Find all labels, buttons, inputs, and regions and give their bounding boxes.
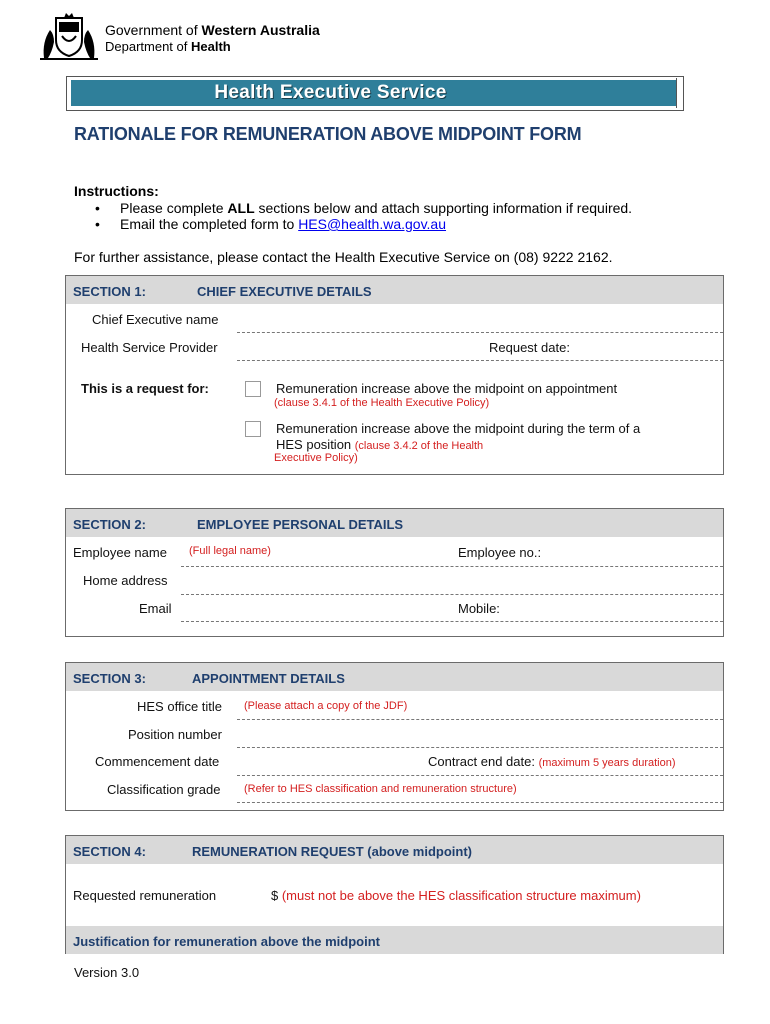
grade-label: Classification grade (107, 782, 221, 797)
option-2-note: Executive Policy) (274, 452, 358, 464)
grade-note: (Refer to HES classification and remuneration structure) (244, 783, 517, 795)
contract-end-label: Contract end date: (maximum 5 years duration) (428, 754, 676, 769)
banner-title: Health Executive Service (214, 82, 447, 103)
instruction-2: Email the completed form to HES@health.wa.gov.au (120, 216, 447, 232)
employee-name-note: (Full legal name) (189, 545, 271, 557)
term-checkbox[interactable] (245, 421, 261, 437)
employee-name-label: Employee name (73, 545, 167, 560)
home-address-label: Home address (83, 573, 168, 588)
request-for-label: This is a request for: (81, 381, 209, 396)
section-2-number: SECTION 2: (73, 517, 146, 532)
office-title-label: HES office title (137, 699, 223, 714)
section-1-title: CHIEF EXECUTIVE DETAILS (197, 284, 372, 299)
section-4-title: REMUNERATION REQUEST (above midpoint) (192, 844, 472, 859)
commencement-field[interactable] (237, 775, 723, 776)
email-label: Email (139, 601, 172, 616)
assistance-text: For further assistance, please contact the Health Executive Service on (08) 9222 2162. (74, 249, 613, 265)
home-address-field[interactable] (181, 594, 723, 595)
commencement-label: Commencement date (95, 754, 220, 769)
request-date-label: Request date: (489, 340, 570, 355)
requested-remuneration-field[interactable]: $ (must not be above the HES classification structure maximum) (271, 888, 641, 903)
form-title: RATIONALE FOR REMUNERATION ABOVE MIDPOINT FORM (74, 124, 582, 144)
appointment-checkbox[interactable] (245, 381, 261, 397)
section-2-title: EMPLOYEE PERSONAL DETAILS (197, 517, 404, 532)
section-3-number: SECTION 3: (73, 671, 146, 686)
section-2-header (66, 509, 723, 537)
chief-executive-field[interactable] (237, 332, 723, 333)
instruction-bullet-1: • (95, 200, 100, 216)
employee-name-field[interactable] (181, 566, 723, 567)
employee-number-label: Employee no.: (458, 545, 542, 560)
section-1-header (66, 276, 723, 304)
gov-line-2: Department of Health (105, 39, 231, 54)
requested-remuneration-label: Requested remuneration (73, 888, 217, 903)
grade-field[interactable] (237, 802, 723, 803)
option-2-label-cont: HES position (clause 3.4.2 of the Health (276, 437, 484, 452)
position-number-label: Position number (128, 727, 222, 742)
position-number-field[interactable] (237, 747, 723, 748)
option-2-label: Remuneration increase above the midpoint during the term of a (276, 421, 641, 436)
instruction-1: Please complete ALL sections below and attach supporting information if required. (120, 200, 633, 216)
email-field[interactable] (181, 621, 723, 622)
section-3-header (66, 663, 723, 691)
version-label: Version 3.0 (74, 965, 140, 980)
option-1-label: Remuneration increase above the midpoint on appointment (276, 381, 618, 396)
banner-edge (676, 78, 683, 108)
chief-executive-label: Chief Executive name (92, 312, 219, 327)
section-4-number: SECTION 4: (73, 844, 146, 859)
option-1-note: (clause 3.4.1 of the Health Executive Policy) (274, 397, 490, 409)
instructions-heading: Instructions: (74, 183, 159, 199)
page-break-mask (65, 954, 724, 966)
justification-label: Justification for remuneration above the midpoint (73, 934, 380, 949)
gov-line-1: Government of Western Australia (105, 22, 320, 38)
wa-crest-logo (38, 12, 100, 62)
provider-label: Health Service Provider (81, 340, 218, 355)
office-title-field[interactable] (237, 719, 723, 720)
hes-email-link[interactable]: HES@health.wa.gov.au (298, 216, 447, 232)
office-title-note: (Please attach a copy of the JDF) (244, 700, 408, 712)
provider-field[interactable] (237, 360, 723, 361)
instruction-bullet-2: • (95, 216, 100, 232)
section-1-number: SECTION 1: (73, 284, 146, 299)
mobile-label: Mobile: (458, 601, 500, 616)
section-3-title: APPOINTMENT DETAILS (192, 671, 345, 686)
section-4-header (66, 836, 723, 864)
